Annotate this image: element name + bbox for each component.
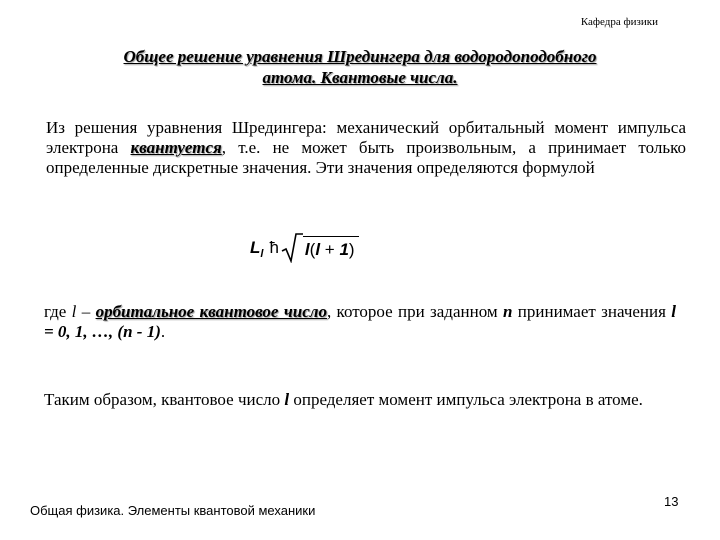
- angular-momentum-formula: [250, 232, 359, 264]
- slide-title: [40, 46, 680, 88]
- formula-l2: l: [315, 239, 321, 259]
- title-line-2: атома. Квантовые числа.: [262, 68, 458, 87]
- p2-part4: принимает значения: [512, 302, 672, 321]
- title-line-1: Общее решение уравнения Шредингера для водородоподобного: [123, 47, 597, 66]
- formula-one: 1: [339, 239, 349, 259]
- p1-text-before: Из решения уравнения Шредингера: механический орбитальный момент импульса электрона: [46, 118, 686, 157]
- formula-plus: +: [320, 239, 340, 259]
- p2-part3: , которое при заданном: [326, 302, 503, 321]
- p1-text-after: , т.е. не может быть произвольным, а принимает только определенные дискретные значения. Эти значения определяются формулой: [46, 138, 686, 177]
- footer-course-title: Общая физика. Элементы квантовой механики: [30, 503, 316, 518]
- p2-part1: где: [44, 302, 72, 321]
- p2-part2: –: [76, 302, 96, 321]
- page-number: 13: [664, 494, 679, 509]
- formula-hbar: ħ: [269, 238, 279, 257]
- formula-paren-open: (: [309, 239, 316, 259]
- formula-paren-close: ): [348, 239, 355, 259]
- paragraph-quantization: [46, 118, 686, 178]
- p3-var-l: l: [284, 390, 290, 409]
- p2-values: l = 0, 1, …, (n - 1): [44, 302, 677, 341]
- p3-part2: определяет момент импульса электрона в атоме.: [289, 390, 643, 409]
- p2-part5: .: [160, 322, 166, 341]
- formula-radicand: [303, 236, 359, 261]
- p2-var-n: n: [502, 302, 513, 321]
- term-quantized: квантуется: [130, 138, 222, 157]
- term-orbital-quantum-number: орбитальное квантовое число: [95, 302, 327, 321]
- p3-part1: Таким образом, квантовое число: [44, 390, 285, 409]
- formula-subscript-l: l: [260, 248, 264, 260]
- square-root-sign: [281, 233, 303, 263]
- formula-l: l: [304, 239, 310, 259]
- paragraph-orbital-number: [44, 302, 676, 342]
- p2-var-l: l: [71, 302, 77, 321]
- department-header: Кафедра физики: [580, 16, 658, 28]
- formula-symbol-L: L: [250, 238, 261, 257]
- paragraph-conclusion: [44, 390, 676, 410]
